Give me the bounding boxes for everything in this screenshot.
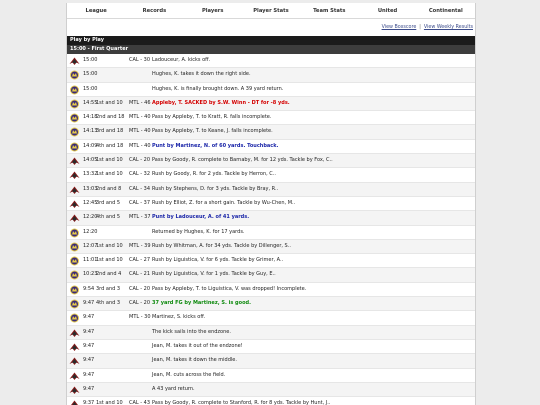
quarter-header: 15:00 - First Quarter bbox=[67, 45, 475, 54]
calgary-logo-icon bbox=[69, 385, 80, 395]
montreal-logo-icon bbox=[69, 113, 80, 123]
play-description: Hughes, K. takes it down the right side. bbox=[152, 71, 251, 78]
team-logo bbox=[69, 199, 80, 209]
play-time: 14:18 bbox=[83, 114, 98, 121]
team-logo bbox=[69, 371, 80, 381]
calgary-logo-icon bbox=[69, 199, 80, 209]
team-logo bbox=[69, 127, 80, 137]
play-row bbox=[67, 354, 475, 368]
play-row bbox=[67, 183, 475, 197]
play-row bbox=[67, 197, 475, 211]
calgary-logo-icon bbox=[69, 185, 80, 195]
play-description: Punt by Martinez, N. of 60 yards. Touchback. bbox=[152, 142, 279, 149]
montreal-logo-icon bbox=[69, 285, 80, 295]
play-down: 2nd and 4 bbox=[96, 271, 122, 278]
play-list bbox=[67, 54, 475, 405]
play-row bbox=[67, 154, 475, 168]
play-position: MTL - 39 bbox=[129, 242, 151, 249]
montreal-logo-icon bbox=[69, 127, 80, 137]
play-row bbox=[67, 297, 475, 311]
play-description: Jean, M. takes it down the middle. bbox=[152, 357, 237, 364]
calgary-logo-icon bbox=[69, 399, 80, 405]
team-logo bbox=[69, 70, 80, 80]
play-time: 12:20 bbox=[83, 214, 98, 221]
play-down: 1st and 10 bbox=[96, 242, 123, 249]
calgary-logo-icon bbox=[69, 328, 80, 338]
play-time: 9:54 bbox=[83, 285, 95, 292]
team-logo bbox=[69, 56, 80, 66]
team-logo bbox=[69, 142, 80, 152]
play-time: 12:20 bbox=[83, 228, 98, 235]
play-row bbox=[67, 168, 475, 182]
play-row bbox=[67, 268, 475, 282]
play-description: Pass by Appleby, T. to Liguistica, V. was dropped! Incomplete. bbox=[152, 285, 307, 292]
play-position: CAL - 30 bbox=[129, 57, 151, 63]
play-row bbox=[67, 125, 475, 139]
play-time: 14:05 bbox=[83, 157, 98, 164]
play-time: 9:37 bbox=[83, 400, 95, 405]
nav-league[interactable]: League bbox=[85, 7, 107, 14]
team-logo bbox=[69, 156, 80, 166]
play-description: The kick sails into the endzone. bbox=[152, 328, 231, 335]
team-logo bbox=[69, 385, 80, 395]
play-description: Rush by Liguistica, V. for 1 yds. Tackle by Guy, E.. bbox=[152, 271, 276, 278]
play-by-play-header: Play by Play bbox=[67, 36, 475, 45]
play-row bbox=[67, 226, 475, 240]
team-logo bbox=[69, 228, 80, 238]
nav-players[interactable]: Players bbox=[201, 7, 224, 14]
play-down: 1st and 10 bbox=[96, 171, 123, 178]
nav-team-stats[interactable]: Team Stats bbox=[313, 7, 346, 14]
play-row bbox=[67, 97, 475, 111]
play-position: CAL - 21 bbox=[129, 271, 151, 278]
play-description: Rush by Elliot, Z. for a short gain. Tackle by Wu-Chen, M.. bbox=[152, 199, 296, 206]
montreal-logo-icon bbox=[69, 85, 80, 95]
team-logo bbox=[69, 113, 80, 123]
play-row bbox=[67, 211, 475, 225]
team-logo bbox=[69, 399, 80, 405]
play-time: 12:07 bbox=[83, 242, 98, 249]
montreal-logo-icon bbox=[69, 256, 80, 266]
montreal-logo-icon bbox=[69, 70, 80, 80]
team-logo bbox=[69, 342, 80, 352]
result-links bbox=[67, 19, 475, 36]
team-logo bbox=[69, 356, 80, 366]
play-time: 14:13 bbox=[83, 128, 98, 135]
play-description: Pass by Goody, R. complete to Stanford, R. for 8 yds. Tackle by Hunt, J.. bbox=[152, 400, 331, 405]
calgary-logo-icon bbox=[69, 56, 80, 66]
calgary-logo-icon bbox=[69, 156, 80, 166]
play-row bbox=[67, 240, 475, 254]
play-row bbox=[67, 369, 475, 383]
play-position: CAL - 34 bbox=[129, 185, 151, 192]
team-logo bbox=[69, 256, 80, 266]
play-description: Pass by Appleby, T. to Kratt, R. falls incomplete. bbox=[152, 114, 272, 121]
play-time: 12:45 bbox=[83, 199, 98, 206]
nav-united[interactable]: United bbox=[377, 7, 398, 14]
play-time: 10:23 bbox=[83, 271, 98, 278]
team-logo bbox=[69, 313, 80, 323]
play-down: 1st and 10 bbox=[96, 157, 123, 164]
team-logo bbox=[69, 85, 80, 95]
team-logo bbox=[69, 213, 80, 223]
play-description: Jean, M. takes it out of the endzone! bbox=[152, 342, 243, 349]
nav-continental[interactable]: Continental bbox=[428, 7, 463, 14]
play-position: MTL - 46 bbox=[129, 99, 151, 106]
play-description: Jean, M. cuts across the field. bbox=[152, 371, 226, 378]
montreal-logo-icon bbox=[69, 142, 80, 152]
team-logo bbox=[69, 99, 80, 109]
play-time: 9:47 bbox=[83, 371, 95, 378]
play-time: 13:03 bbox=[83, 185, 98, 192]
play-row bbox=[67, 383, 475, 397]
play-down: 3rd and 5 bbox=[96, 199, 121, 206]
play-row bbox=[67, 311, 475, 325]
play-time: 14:55 bbox=[83, 99, 98, 106]
play-row bbox=[67, 254, 475, 268]
play-row bbox=[67, 54, 475, 68]
play-row bbox=[67, 397, 475, 405]
play-time: 15:00 bbox=[83, 71, 98, 78]
calgary-logo-icon bbox=[69, 170, 80, 180]
link-separator: | bbox=[419, 25, 421, 30]
play-down: 1st and 10 bbox=[96, 99, 123, 106]
view-weekly-results-link[interactable]: View Weekly Results bbox=[423, 25, 473, 30]
play-description: 37 yard FG by Martinez, S. is good. bbox=[152, 300, 251, 307]
team-logo bbox=[69, 285, 80, 295]
play-time: 13:32 bbox=[83, 171, 98, 178]
play-row bbox=[67, 68, 475, 82]
play-down: 3rd and 18 bbox=[96, 128, 124, 135]
play-position: CAL - 32 bbox=[129, 171, 151, 178]
play-description: A 43 yard return. bbox=[152, 385, 195, 392]
montreal-logo-icon bbox=[69, 228, 80, 238]
team-logo bbox=[69, 185, 80, 195]
play-position: CAL - 43 bbox=[129, 400, 151, 405]
team-logo bbox=[69, 270, 80, 280]
play-position: CAL - 20 bbox=[129, 300, 151, 307]
play-description: Appleby, T. SACKED by S.W. Winn - DT for -8 yds. bbox=[152, 99, 290, 106]
team-logo bbox=[69, 328, 80, 338]
play-time: 9:47 bbox=[83, 385, 95, 392]
play-description: Hughes, K. is finally brought down. A 39 yard return. bbox=[152, 85, 284, 92]
play-position: MTL - 40 bbox=[129, 142, 151, 149]
calgary-logo-icon bbox=[69, 342, 80, 352]
play-row bbox=[67, 140, 475, 154]
play-description: Rush by Whitman, A. for 34 yds. Tackle by Dillenger, S.. bbox=[152, 242, 291, 249]
team-logo bbox=[69, 242, 80, 252]
calgary-logo-icon bbox=[69, 213, 80, 223]
play-down: 1st and 10 bbox=[96, 400, 123, 405]
play-description: Rush by Goody, R. for 2 yds. Tackle by Herron, C.. bbox=[152, 171, 276, 178]
montreal-logo-icon bbox=[69, 99, 80, 109]
play-description: Rush by Liguistica, V. for 6 yds. Tackle by Grimer, A.. bbox=[152, 257, 284, 264]
play-description: Returned by Hughes, K. for 17 yards. bbox=[152, 228, 245, 235]
montreal-logo-icon bbox=[69, 270, 80, 280]
play-description: Punt by Ladouceur, A. of 41 yards. bbox=[152, 214, 250, 221]
play-time: 9:47 bbox=[83, 328, 95, 335]
game-page bbox=[66, 3, 476, 405]
view-boxscore-link[interactable]: View Boxscore bbox=[381, 25, 417, 30]
play-time: 9:47 bbox=[83, 314, 95, 321]
play-down: 4th and 18 bbox=[96, 142, 124, 149]
play-description: Pass by Appleby, T. to Keane, J. falls incomplete. bbox=[152, 128, 273, 135]
play-row bbox=[67, 340, 475, 354]
play-down: 4th and 3 bbox=[96, 300, 121, 307]
play-description: Ladouceur, A. kicks off. bbox=[152, 57, 211, 63]
play-time: 15:00 bbox=[83, 57, 98, 63]
play-time: 11:01 bbox=[83, 257, 98, 264]
play-down: 2nd and 8 bbox=[96, 185, 122, 192]
montreal-logo-icon bbox=[69, 313, 80, 323]
play-down: 3rd and 3 bbox=[96, 285, 121, 292]
play-description: Rush by Stephens, D. for 3 yds. Tackle by Bray, R.. bbox=[152, 185, 279, 192]
play-down: 2nd and 18 bbox=[96, 114, 125, 121]
play-position: CAL - 20 bbox=[129, 157, 151, 164]
nav-records[interactable]: Records bbox=[142, 7, 167, 14]
nav-player-stats[interactable]: Player Stats bbox=[253, 7, 289, 14]
play-description: Pass by Goody, R. complete to Barnaby, M. for 12 yds. Tackle by Fox, C.. bbox=[152, 157, 333, 164]
play-time: 14:09 bbox=[83, 142, 98, 149]
top-navigation bbox=[67, 3, 475, 19]
montreal-logo-icon bbox=[69, 242, 80, 252]
play-down: 1st and 10 bbox=[96, 257, 123, 264]
play-row bbox=[67, 111, 475, 125]
team-logo bbox=[69, 299, 80, 309]
play-description: Martinez, S. kicks off. bbox=[152, 314, 206, 321]
team-logo bbox=[69, 170, 80, 180]
play-position: MTL - 37 bbox=[129, 214, 151, 221]
montreal-logo-icon bbox=[69, 299, 80, 309]
play-down: 4th and 5 bbox=[96, 214, 121, 221]
play-time: 9:47 bbox=[83, 300, 95, 307]
play-position: CAL - 37 bbox=[129, 199, 151, 206]
play-time: 15:00 bbox=[83, 85, 98, 92]
play-row bbox=[67, 326, 475, 340]
calgary-logo-icon bbox=[69, 356, 80, 366]
play-position: MTL - 40 bbox=[129, 128, 151, 135]
play-position: MTL - 40 bbox=[129, 114, 151, 121]
play-position: CAL - 20 bbox=[129, 285, 151, 292]
play-position: CAL - 27 bbox=[129, 257, 151, 264]
play-position: MTL - 30 bbox=[129, 314, 151, 321]
play-time: 9:47 bbox=[83, 357, 95, 364]
play-row bbox=[67, 283, 475, 297]
calgary-logo-icon bbox=[69, 371, 80, 381]
play-row bbox=[67, 83, 475, 97]
play-time: 9:47 bbox=[83, 342, 95, 349]
